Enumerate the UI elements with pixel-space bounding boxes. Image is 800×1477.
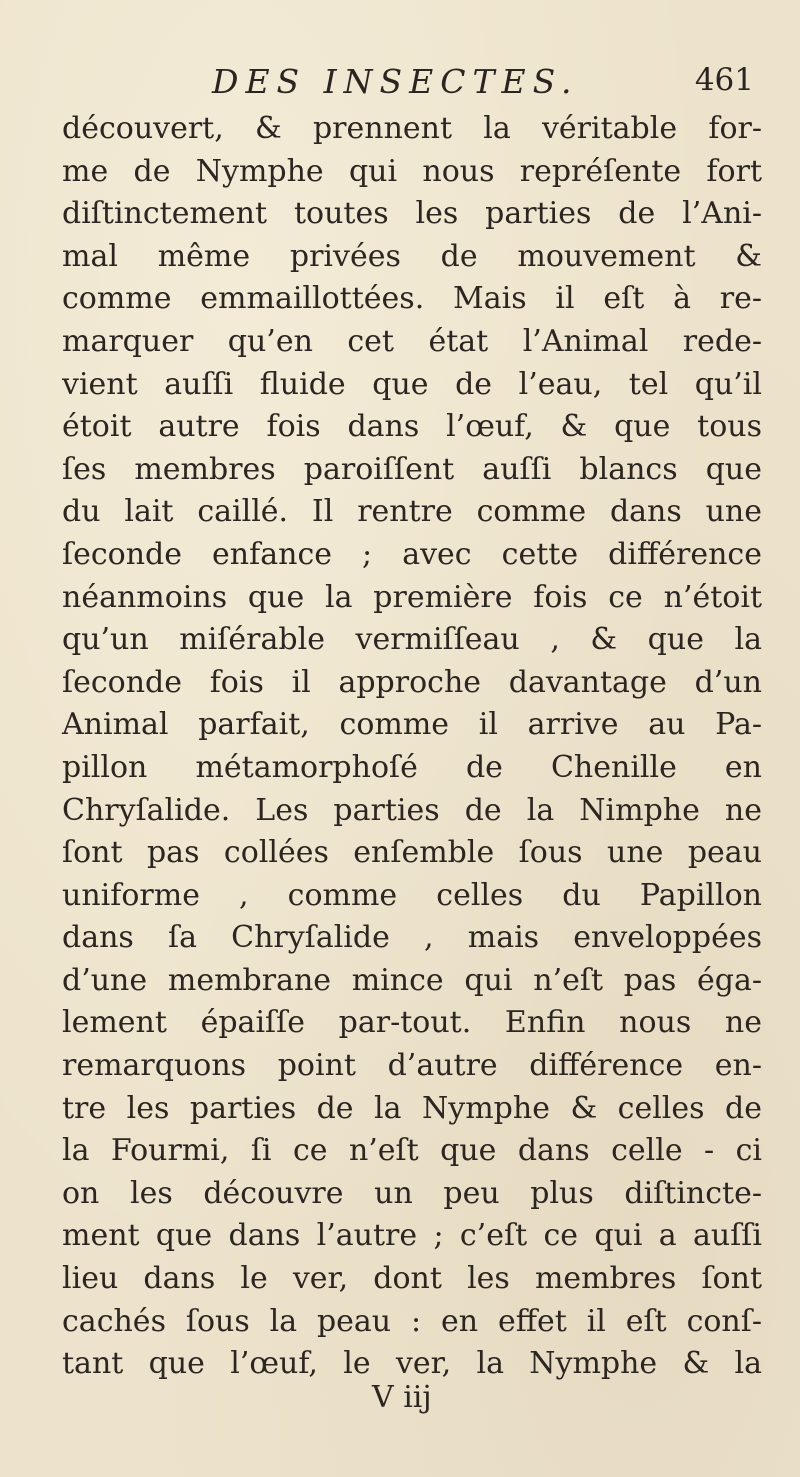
body-text (62, 108, 762, 1386)
text-line: Animal parfait, comme il arrive au Pa- (62, 707, 762, 743)
text-line: néanmoins que la première fois ce n’étoit (62, 579, 762, 615)
text-line: uniforme , comme celles du Papillon (62, 877, 762, 913)
text-line: on les découvre un peu plus diſtincte- (62, 1175, 762, 1211)
text-line: diſtinctement toutes les parties de l’Ani- (62, 196, 762, 232)
text-line: marquer qu’en cet état l’Animal rede- (62, 323, 762, 359)
text-line: vient auſſi fluide que de l’eau, tel qu’il (62, 366, 762, 402)
text-line: ſeconde fois il approche davantage d’un (62, 664, 762, 700)
text-line: tre les parties de la Nymphe & celles de (62, 1090, 762, 1126)
text-line: dans ſa Chryſalide , mais enveloppées (62, 920, 762, 956)
text-line: ſes membres paroiſſent auſſi blancs que (62, 451, 762, 487)
text-line: ſont pas collées enſemble ſous une peau (62, 835, 762, 871)
text-line: tant que l’œuf, le ver, la Nymphe & la (62, 1346, 762, 1382)
text-line: ment que dans l’autre ; c’eſt ce qui a auſſi (62, 1218, 762, 1254)
text-line: mal même privées de mouvement & (62, 238, 762, 274)
text-line: remarquons point d’autre différence en- (62, 1048, 762, 1084)
text-line: lement épaiſſe par-tout. Enfin nous ne (62, 1005, 762, 1041)
text-line: du lait caillé. Il rentre comme dans une (62, 494, 762, 530)
page-number: 461 (694, 62, 754, 98)
running-head (212, 62, 772, 106)
text-line: ſeconde enfance ; avec cette différence (62, 536, 762, 572)
text-line: découvert, & prennent la véritable for- (62, 111, 762, 146)
text-line: pillon métamorphoſé de Chenille en (62, 749, 762, 785)
signature-mark: V iij (372, 1380, 432, 1415)
text-line: cachés ſous la peau : en effet il eſt conſ- (62, 1303, 762, 1339)
text-line: comme emmaillottées. Mais il eſt à re- (62, 281, 762, 317)
text-line: étoit autre fois dans l’œuf, & que tous (62, 409, 762, 445)
text-line: qu’un miſérable vermiſſeau , & que la (62, 622, 762, 658)
running-head-title: DES INSECTES. (212, 62, 579, 101)
text-line: la Fourmi, ſi ce n’eſt que dans celle - ci (62, 1133, 762, 1169)
text-line: me de Nymphe qui nous repréſente fort (62, 153, 762, 189)
text-line: Chryſalide. Les parties de la Nimphe ne (62, 792, 762, 828)
text-line: d’une membrane mince qui n’eſt pas éga- (62, 962, 762, 998)
text-line: lieu dans le ver, dont les membres ſont (62, 1261, 762, 1297)
